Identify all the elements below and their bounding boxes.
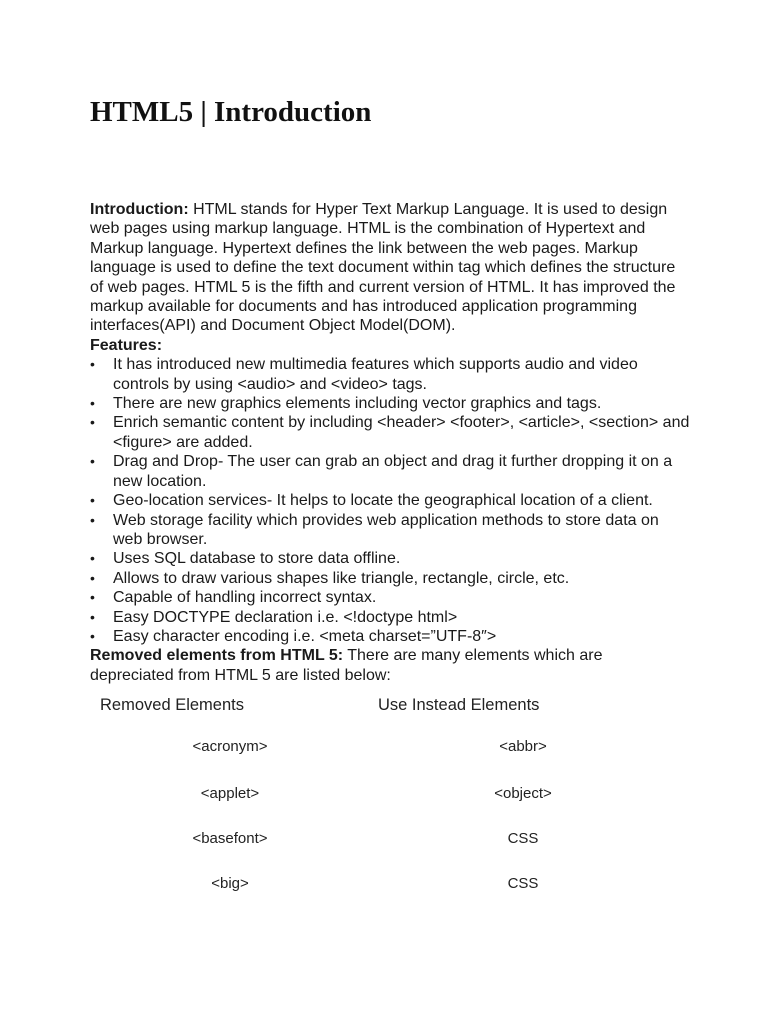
bullet-icon: • [90, 414, 95, 431]
feature-text: Geo-location services- It helps to locate the geographical location of a client. [113, 492, 653, 510]
feature-text: Uses SQL database to store data offline. [113, 550, 401, 568]
feature-item [90, 355, 690, 394]
table-cell-instead: <abbr> [499, 738, 547, 755]
feature-text: There are new graphics elements including vector graphics and tags. [113, 395, 602, 413]
table-cell-instead: <object> [494, 785, 552, 802]
feature-text: Easy character encoding i.e. <meta charset=”UTF-8″> [113, 627, 497, 645]
feature-item [90, 569, 690, 588]
bullet-icon: • [90, 627, 95, 644]
table-cell-instead: CSS [507, 875, 539, 892]
intro-label: Introduction: [90, 201, 189, 218]
feature-item [90, 588, 690, 607]
bullet-icon: • [90, 356, 95, 373]
feature-item [90, 549, 690, 568]
bullet-icon: • [90, 569, 95, 586]
table-cell-instead: CSS [507, 830, 539, 847]
bullet-icon: • [90, 608, 95, 625]
feature-text: Enrich semantic content by including <header> <footer>, <article>, <section> and <figure> are added. [113, 414, 690, 451]
removed-paragraph [90, 646, 690, 685]
table-cell-removed: <big> [211, 875, 249, 892]
table-cell-removed: <acronym> [192, 738, 268, 755]
feature-item [90, 608, 690, 627]
feature-text: Web storage facility which provides web application methods to store data on web browser. [113, 511, 659, 548]
feature-text: Allows to draw various shapes like triangle, rectangle, circle, etc. [113, 569, 570, 587]
feature-item [90, 511, 690, 550]
feature-text: Capable of handling incorrect syntax. [113, 589, 377, 607]
intro-paragraph [90, 200, 690, 336]
bullet-icon: • [90, 511, 95, 528]
intro-text: HTML stands for Hyper Text Markup Language. It is used to design web pages using markup language. HTML is the combination of Hypertext and Markup language. Hypertext defines the link between the web pages. Markup language is used to define the text document within tag which defines the structure of web pages. HTML 5 is the fifth and current version of HTML. It has improved the markup available for documents and has introduced application programming interfaces(API) and Document Object Model(DOM). [90, 201, 676, 335]
features-list [90, 355, 690, 646]
table-cell-removed: <applet> [200, 785, 260, 802]
page-title: HTML5 | Introduction [90, 96, 372, 128]
bullet-icon: • [90, 492, 95, 509]
removed-text: There are many elements which are depreciated from HTML 5 are listed below: [90, 647, 603, 684]
feature-item [90, 413, 690, 452]
bullet-icon: • [90, 395, 95, 412]
feature-item [90, 627, 690, 646]
feature-text: Easy DOCTYPE declaration i.e. <!doctype html> [113, 608, 458, 626]
feature-text: It has introduced new multimedia features which supports audio and video controls by using <audio> and <video> tags. [113, 356, 638, 393]
feature-text: Drag and Drop- The user can grab an object and drag it further dropping it on a new location. [113, 453, 673, 490]
feature-item [90, 452, 690, 491]
document-body [90, 200, 690, 685]
feature-item [90, 394, 690, 413]
features-heading: Features: [90, 336, 163, 354]
bullet-icon: • [90, 550, 95, 567]
bullet-icon: • [90, 589, 95, 606]
bullet-icon: • [90, 453, 95, 470]
feature-item [90, 491, 690, 510]
removed-label: Removed elements from HTML 5: [90, 647, 344, 665]
table-header-instead: Use Instead Elements [378, 696, 540, 714]
table-header-removed: Removed Elements [100, 696, 244, 714]
table-cell-removed: <basefont> [192, 830, 268, 847]
